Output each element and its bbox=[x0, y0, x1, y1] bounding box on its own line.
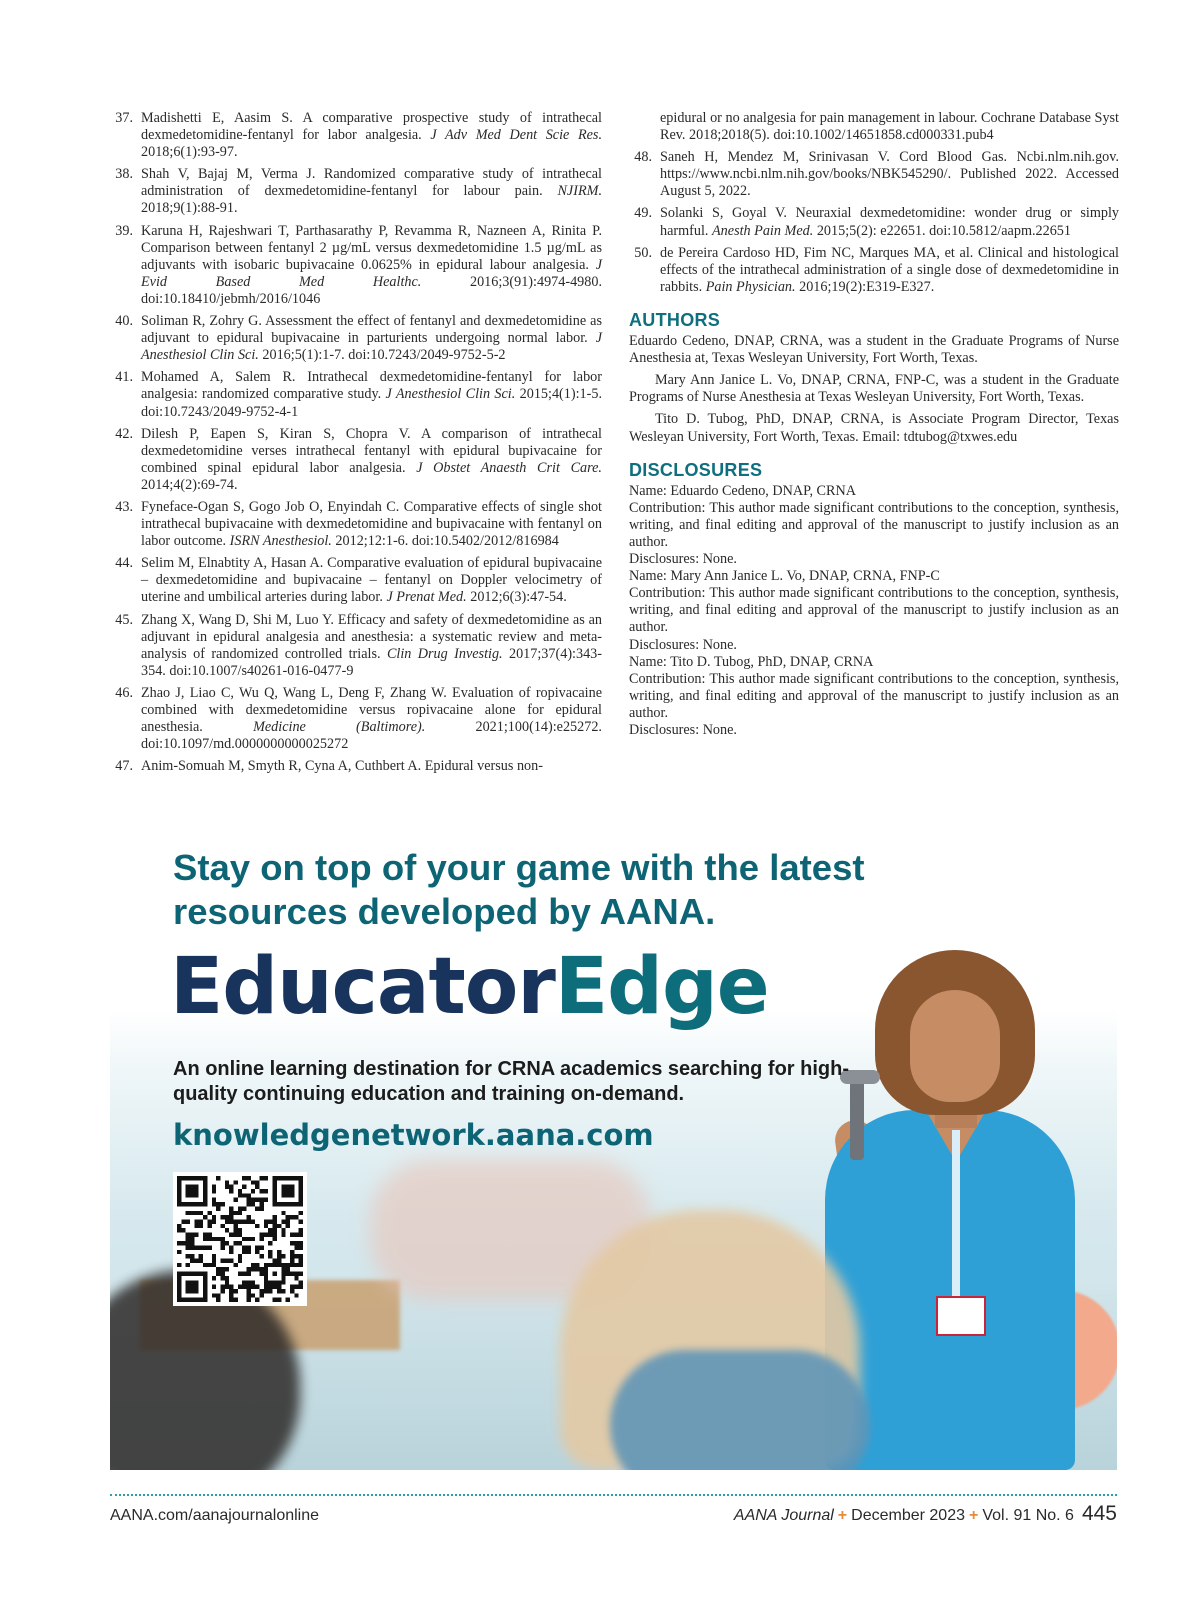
reference-item bbox=[110, 166, 602, 217]
reference-journal: J Anesthesiol Clin Sci. bbox=[141, 330, 602, 364]
disclosure-line: Name: Eduardo Cedeno, DNAP, CRNA bbox=[629, 482, 856, 499]
reference-journal: J Prenat Med. bbox=[386, 589, 467, 606]
disclosure-line: Name: Tito D. Tubog, PhD, DNAP, CRNA bbox=[629, 653, 874, 670]
reference-text: Dilesh P, Eapen S, Kiran S, Chopra V. A comparison of intrathecal dexmedetomidine verses intrathecal fentanyl with epidural bupivacaine for combined spinal epidural labor analgesia. J Obstet Anaesth Crit Care. 2014;4(2):69-74. bbox=[141, 425, 602, 493]
disclosure-line: Name: Mary Ann Janice L. Vo, DNAP, CRNA, FNP-C bbox=[629, 568, 940, 585]
reference-number: 48. bbox=[634, 149, 652, 166]
footer-website[interactable]: AANA.com/aanajournalonline bbox=[110, 1507, 320, 1524]
reference-item bbox=[110, 555, 602, 606]
reference-text: Karuna H, Rajeshwari T, Parthasarathy P, Revamma R, Nazneen A, Rinita P. Comparison between fentanyl 2 µg/mL versus dexmedetomidine 1.5 µg/mL as adjuvants with isobaric bupivacaine 0.0625% in epidural labour analgesia. J Evid Based Med Healthc. 2016;3(91):4974-4980. doi:10.18410/jebmh/2016/1046 bbox=[141, 222, 602, 307]
reference-journal: J Obstet Anaesth Crit Care. bbox=[416, 459, 602, 476]
reference-item bbox=[110, 369, 602, 420]
reference-text: de Pereira Cardoso HD, Fim NC, Marques MA, et al. Clinical and histological effects of the intrathecal administration of a single dose of dexmedetomidine in rabbits. Pain Physician. 2016;19(2):E319-E327. bbox=[660, 244, 1119, 295]
educator-edge-advertisement[interactable] bbox=[110, 830, 1117, 1470]
footer-citation bbox=[734, 1502, 1117, 1526]
reference-text: Mohamed A, Salem R. Intrathecal dexmedetomidine-fentanyl for labor analgesia: randomized comparative study. J Anesthesiol Clin Sci. 2015;4(1):1-5. doi:10.7243/2049-9752-4-1 bbox=[141, 369, 602, 420]
reference-number: 43. bbox=[115, 498, 133, 515]
reference-number: 38. bbox=[115, 166, 133, 183]
reference-text: epidural or no analgesia for pain management in labour. bbox=[660, 110, 978, 126]
qr-code-graphic bbox=[177, 1176, 303, 1302]
reference-journal: Pain Physician. bbox=[705, 278, 796, 295]
disclosure-line: Disclosures: None. bbox=[629, 722, 737, 738]
reference-item bbox=[110, 758, 602, 775]
qr-code-icon[interactable] bbox=[173, 1172, 307, 1306]
reference-text: Soliman R, Zohry G. Assessment the effect of fentanyl and dexmedetomidine as adjuvant to epidural bupivacaine in parturients undergoing normal labor. J Anesthesiol Clin Sci. 2016;5(1):1-7. doi:10.7243/2049-9752-5-2 bbox=[141, 313, 602, 364]
reference-item bbox=[110, 223, 602, 308]
reference-number: 46. bbox=[115, 684, 133, 701]
ad-headline: Stay on top of your game with the latest resources developed by AANA. bbox=[173, 847, 865, 932]
disclosure-line: Contribution: This author made significant contributions to the conception, synthesis, writing, and final editing and approval of the manuscript to justify inclusion as an author. bbox=[629, 499, 1119, 550]
ad-photo-nurse-face bbox=[910, 990, 1000, 1102]
reference-journal: J Adv Med Dent Scie Res. bbox=[430, 127, 602, 144]
reference-item bbox=[110, 612, 602, 680]
author-bio: Eduardo Cedeno, DNAP, CRNA, was a student in the Graduate Programs of Nurse Anesthesia at, Texas Wesleyan University, Fort Worth, Texas. bbox=[629, 333, 1119, 367]
reference-number: 37. bbox=[115, 110, 133, 126]
ad-url-link[interactable]: knowledgenetwork.aana.com bbox=[173, 1118, 654, 1152]
educator-edge-logo bbox=[170, 942, 769, 1032]
disclosures-heading: DISCLOSURES bbox=[629, 459, 763, 480]
reference-journal: Anesth Pain Med. bbox=[712, 222, 814, 239]
reference-text: Madishetti E, Aasim S. A comparative prospective study of intrathecal dexmedetomidine-fentanyl for labor analgesia. J Adv Med Dent Scie Res. 2018;6(1):93-97. bbox=[141, 110, 602, 161]
footer-journal-name: AANA Journal bbox=[733, 1507, 834, 1524]
references-right-column bbox=[629, 110, 1119, 739]
reference-item bbox=[110, 110, 602, 161]
authors-heading: AUTHORS bbox=[629, 309, 721, 330]
reference-text: Shah V, Bajaj M, Verma J. Randomized comparative study of intrathecal administration of dexmedetomidine-fentanyl for labour pain. NJIRM. 2018;9(1):88-91. bbox=[141, 166, 602, 217]
disclosure-line: Disclosures: None. bbox=[629, 551, 737, 568]
footer-date: December 2023 bbox=[851, 1507, 965, 1524]
reference-number: 40. bbox=[115, 313, 133, 330]
footer-volume: Vol. 91 No. 6 bbox=[982, 1507, 1074, 1524]
reference-number: 50. bbox=[634, 244, 652, 261]
reference-item bbox=[629, 149, 1119, 200]
author-bio: Tito D. Tubog, PhD, DNAP, CRNA, is Associate Program Director, Texas Wesleyan University, Fort Worth, Texas. Email: tdtubog@txwes.edu bbox=[629, 411, 1119, 445]
reference-item bbox=[110, 426, 602, 494]
reference-number: 42. bbox=[115, 425, 133, 442]
footer-divider bbox=[110, 1494, 1117, 1496]
reference-text: Selim M, Elnabtity A, Hasan A. Comparative evaluation of epidural bupivacaine – dexmedetomidine and bupivacaine – fentanyl on Doppler velocimetry of uterine and umbilical arteries during labor. J Prenat Med. 2012;6(3):47-54. bbox=[141, 555, 602, 606]
author-bio: Mary Ann Janice L. Vo, DNAP, CRNA, FNP-C, was a student in the Graduate Programs of Nurse Anesthesia at Texas Wesleyan University, Fort Worth, Texas. bbox=[629, 372, 1119, 406]
reference-text: Zhang X, Wang D, Shi M, Luo Y. Efficacy and safety of dexmedetomidine as an adjuvant in epidural analgesia and anesthesia: a systematic review and meta-analysis of randomized controlled trials. Clin Drug Investig. 2017;37(4):343-354. doi:10.1007/s40261-016-0477-9 bbox=[141, 611, 602, 679]
reference-item bbox=[629, 245, 1119, 296]
reference-journal: NJIRM. bbox=[557, 183, 602, 200]
reference-number: 39. bbox=[115, 222, 133, 239]
reference-47-continued bbox=[629, 110, 1119, 144]
reference-number: 44. bbox=[115, 555, 133, 572]
reference-text: Anim-Somuah M, Smyth R, Cyna A, Cuthbert A. Epidural versus non- bbox=[141, 758, 543, 775]
disclosures-list bbox=[629, 483, 1119, 739]
brand-word-educator: Educator bbox=[170, 942, 555, 1032]
reference-number: 41. bbox=[115, 369, 133, 386]
references-right-list bbox=[629, 149, 1119, 296]
reference-item bbox=[110, 499, 602, 550]
reference-text: Fyneface-Ogan S, Gogo Job O, Enyindah C. Comparative effects of single shot intrathecal bupivacaine with dexmedetomidine and bupivacaine with fentanyl on labor outcome. ISRN Anesthesiol. 2012;12:1-6. doi:10.5402/2012/816984 bbox=[141, 498, 602, 550]
disclosure-line: Disclosures: None. bbox=[629, 636, 737, 653]
reference-tail: 2018;2018(5). doi:10.1002/14651858.cd000331.pub4 bbox=[689, 127, 994, 144]
ad-photo-lanyard bbox=[952, 1130, 960, 1300]
reference-number: 47. bbox=[115, 758, 133, 775]
reference-journal: Clin Drug Investig. bbox=[386, 645, 503, 662]
reference-journal: J Anesthesiol Clin Sci. bbox=[385, 386, 516, 403]
reference-text: Zhao J, Liao C, Wu Q, Wang L, Deng F, Zhang W. Evaluation of ropivacaine combined with dexmedetomidine versus ropivacaine alone for epidural anesthesia. Medicine (Baltimore). 2021;100(14):e25272. doi:10.1097/md.0000000000025272 bbox=[141, 684, 602, 753]
disclosure-line: Contribution: This author made significant contributions to the conception, synthesis, writing, and final editing and approval of the manuscript to justify inclusion as an author. bbox=[629, 670, 1119, 721]
reference-journal: Medicine (Baltimore). bbox=[253, 719, 426, 736]
disclosure-line: Contribution: This author made significant contributions to the conception, synthesis, writing, and final editing and approval of the manuscript to justify inclusion as an author. bbox=[629, 585, 1119, 636]
reference-number: 49. bbox=[634, 205, 652, 222]
ad-photo-student-shirt bbox=[610, 1350, 870, 1470]
brand-word-edge: Edge bbox=[554, 942, 769, 1032]
plus-icon: + bbox=[968, 1507, 979, 1524]
references-left-column bbox=[110, 110, 602, 780]
reference-journal: Cochrane Database Syst Rev. bbox=[660, 110, 1119, 144]
ad-subhead: An online learning destination for CRNA academics searching for high-quality continuing education and training on-demand. bbox=[173, 1058, 850, 1105]
reference-text: Solanki S, Goyal V. Neuraxial dexmedetomidine: wonder drug or simply harmful. Anesth Pain Med. 2015;5(2): e22651. doi:10.5812/aapm.22651 bbox=[660, 205, 1119, 239]
reference-number: 45. bbox=[115, 611, 133, 628]
reference-journal: J Evid Based Med Healthc. bbox=[141, 256, 602, 290]
reference-text: Saneh H, Mendez M, Srinivasan V. Cord Blood Gas. Ncbi.nlm.nih.gov. https://www.ncbi.nlm.nih.gov/books/NBK545290/. Published 2022. Accessed August 5, 2022. bbox=[660, 149, 1119, 200]
reference-item bbox=[110, 313, 602, 364]
reference-item bbox=[629, 205, 1119, 239]
ad-photo-id-badge bbox=[936, 1296, 986, 1336]
page-number: 445 bbox=[1081, 1502, 1117, 1525]
reference-journal: ISRN Anesthesiol. bbox=[229, 533, 332, 550]
plus-icon: + bbox=[837, 1507, 848, 1524]
reference-item bbox=[110, 685, 602, 753]
